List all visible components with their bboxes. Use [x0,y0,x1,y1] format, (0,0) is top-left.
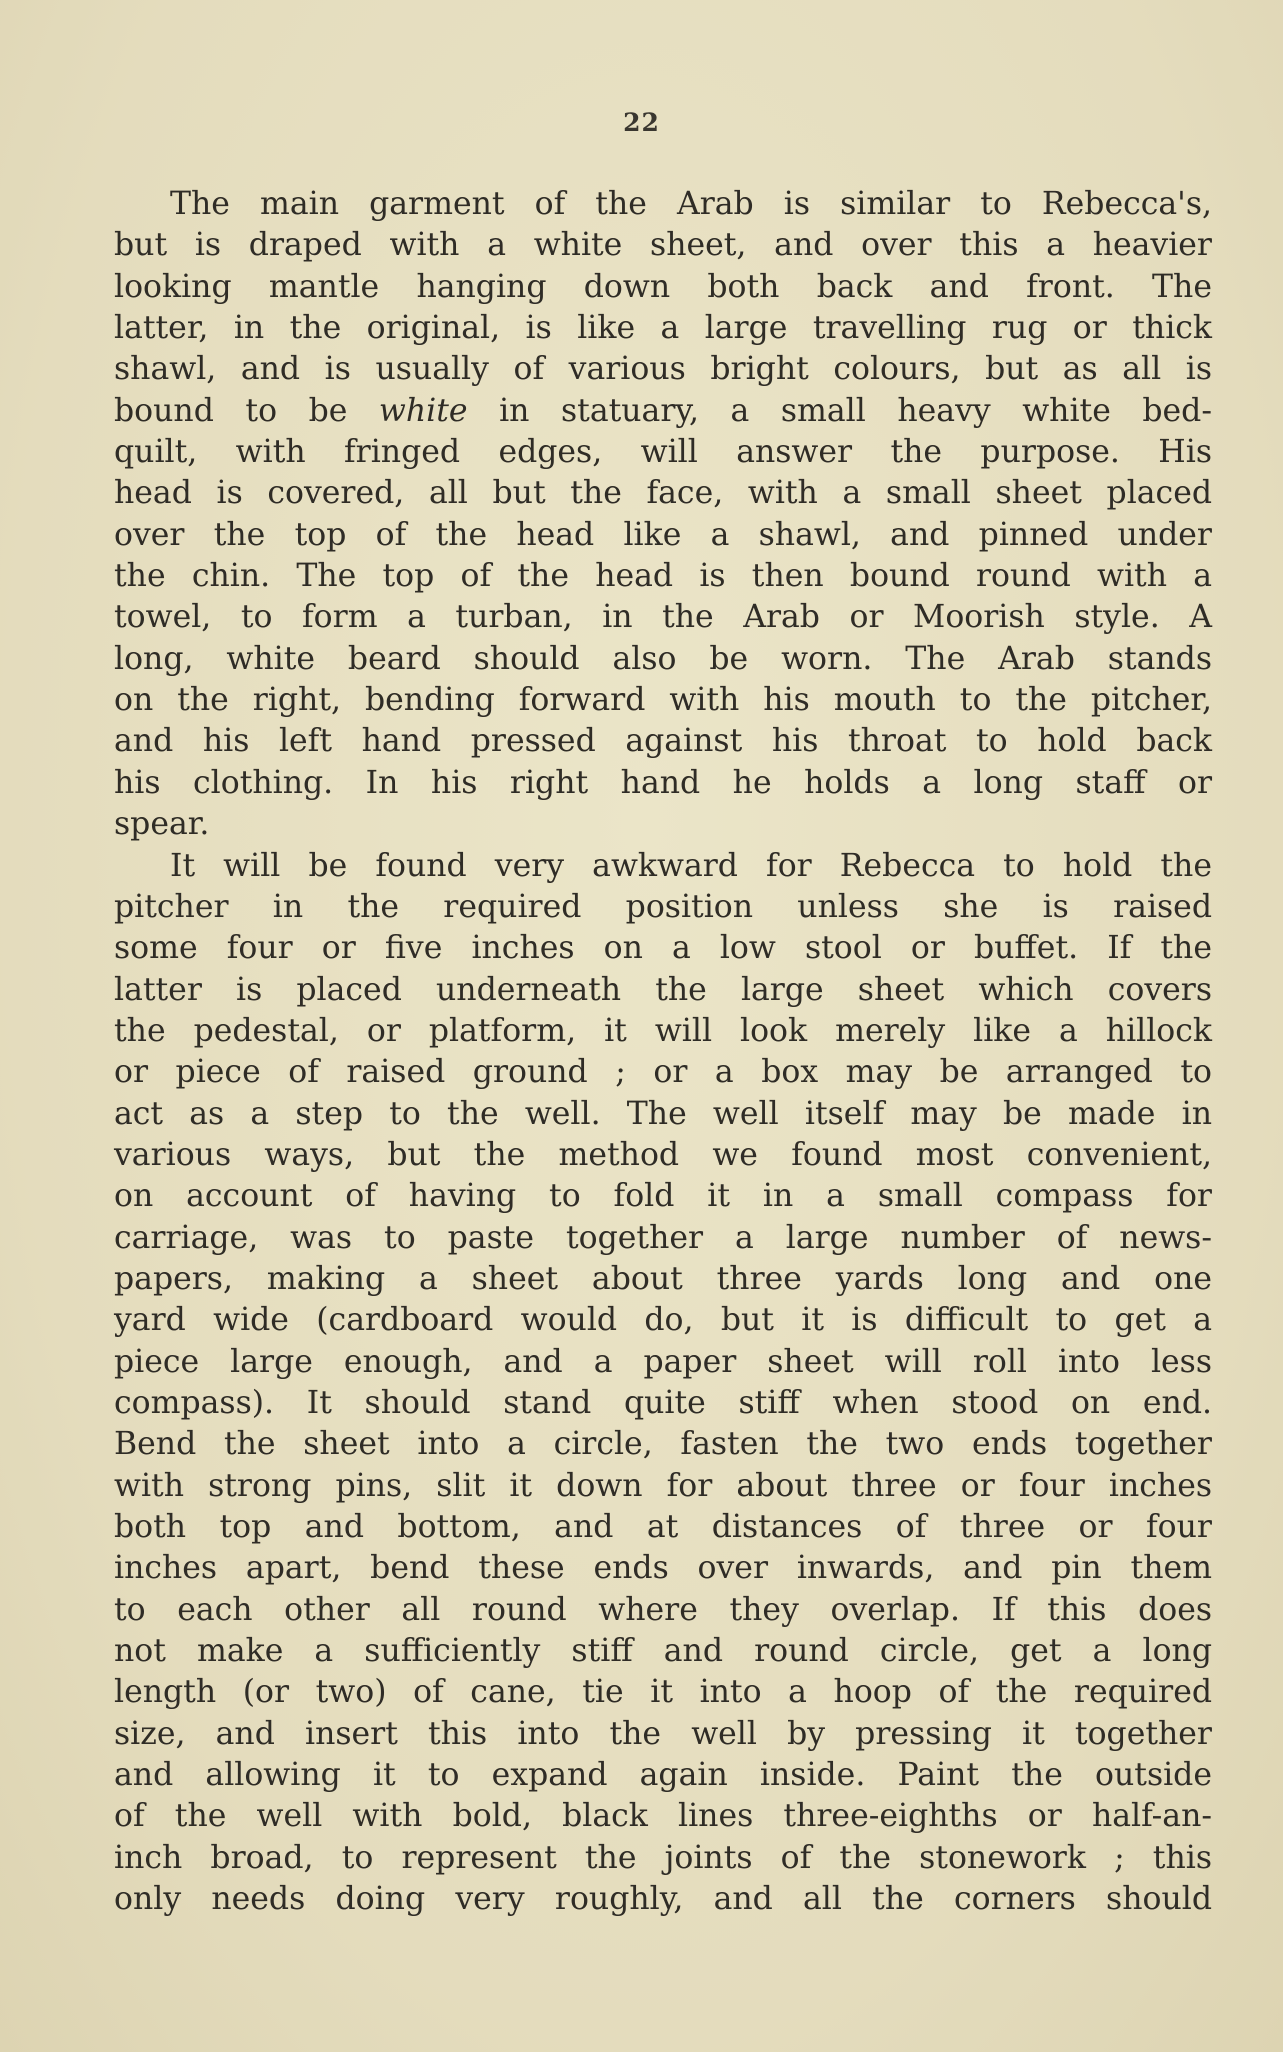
text-line: or piece of raised ground ; or a box may be arranged to [114,1054,1212,1091]
text-line: and his left hand pressed against his throat to hold back [114,723,1212,760]
text-line: latter is placed underneath the large sheet which covers [114,971,1212,1008]
text-line: his clothing. In his right hand he holds a long staff or [114,764,1212,801]
text-line [114,391,1212,432]
page-number: 22 [623,108,660,137]
text-line: towel, to form a turban, in the Arab or Moorish style. A [114,599,1212,636]
text-segment: bound to be [114,392,379,429]
text-line: pitcher in the required position unless she is raised [114,888,1212,925]
text-line: the chin. The top of the head is then bound round with a [114,558,1212,595]
text-line: carriage, was to paste together a large number of news- [114,1219,1212,1256]
text-line: on the right, bending forward with his mouth to the pitcher, [114,682,1212,719]
text-line: the pedestal, or platform, it will look merely like a hillock [114,1012,1212,1049]
text-line: with strong pins, slit it down for about three or four inches [114,1467,1212,1504]
text-line: spear. [114,806,210,843]
body-text [114,184,1212,1920]
text-line: looking mantle hanging down both back and front. The [114,268,1212,305]
text-line: piece large enough, and a paper sheet will roll into less [114,1343,1212,1380]
text-line: on account of having to fold it in a small compass for [114,1178,1212,1215]
text-line: of the well with bold, black lines three-eighths or half-an- [114,1798,1212,1835]
text-line: and allowing it to expand again inside. Paint the outside [114,1757,1212,1794]
text-line: not make a sufficiently stiff and round circle, get a long [114,1633,1212,1670]
italic-word: white [378,392,468,429]
text-line: compass). It should stand quite stiff when stood on end. [114,1384,1212,1421]
text-line: to each other all round where they overlap. If this does [114,1591,1212,1628]
text-line: act as a step to the well. The well itself may be made in [114,1095,1212,1132]
text-line: both top and bottom, and at distances of three or four [114,1509,1212,1545]
text-line: The main garment of the Arab is similar to Rebecca's, [170,186,1212,222]
text-line: but is draped with a white sheet, and over this a heavier [114,227,1212,264]
text-line: yard wide (cardboard would do, but it is difficult to get a [114,1302,1212,1339]
text-line: long, white beard should also be worn. The Arab stands [114,640,1212,677]
text-line: length (or two) of cane, tie it into a hoop of the required [114,1674,1212,1711]
text-segment: in statuary, a small heavy white bed- [467,392,1212,429]
text-line: only needs doing very roughly, and all the corners should [114,1881,1212,1918]
text-line: various ways, but the method we found most convenient, [114,1136,1212,1173]
text-line: papers, making a sheet about three yards long and one [114,1260,1212,1297]
text-line: inches apart, bend these ends over inwards, and pin them [114,1550,1212,1587]
text-line: size, and insert this into the well by pressing it together [114,1715,1212,1752]
text-line: It will be found very awkward for Rebecca to hold the [170,847,1212,884]
text-line: over the top of the head like a shawl, and pinned under [114,516,1212,553]
text-line: Bend the sheet into a circle, fasten the two ends together [114,1426,1212,1463]
text-line: head is covered, all but the face, with a small sheet placed [114,475,1212,512]
text-line: some four or five inches on a low stool or buffet. If the [114,930,1212,967]
text-line: shawl, and is usually of various bright colours, but as all is [114,351,1212,388]
text-line: latter, in the original, is like a large travelling rug or thick [114,310,1212,347]
text-line: inch broad, to represent the joints of the stonework ; this [114,1839,1212,1876]
text-line: quilt, with fringed edges, will answer the purpose. His [114,434,1212,471]
